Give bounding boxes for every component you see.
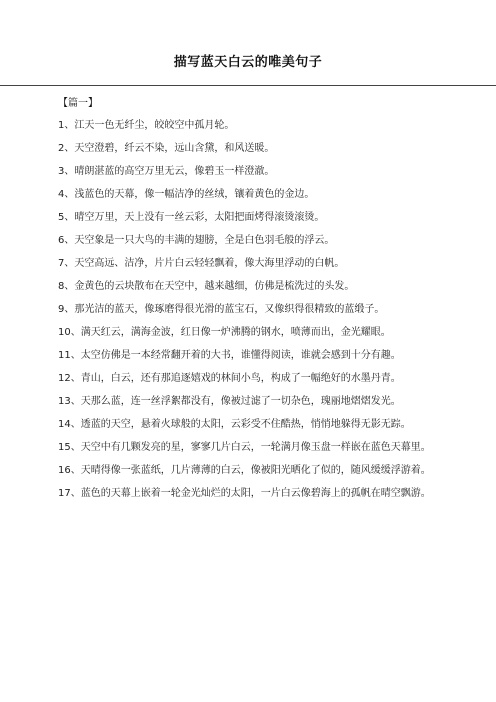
sentence-item: 1、江天一色无纤尘，皎皎空中孤月轮。	[58, 120, 235, 131]
sentence-item: 12、青山，白云，还有那追逐嬉戏的林间小鸟，构成了一幅绝好的水墨丹青。	[58, 373, 401, 384]
page-title: 描写蓝天白云的唯美句子	[173, 55, 323, 70]
sentence-item: 11、太空仿佛是一本经常翻开着的大书，谁懂得阅读，谁就会感到十分有趣。	[58, 350, 401, 361]
sentence-item: 15、天空中有几颗发亮的星，寥寥几片白云，一轮满月像玉盘一样嵌在蓝色天幕里。	[58, 442, 431, 453]
sentence-item: 4、浅蓝色的天幕，像一幅洁净的丝绒，镶着黄色的金边。	[58, 189, 315, 200]
section-heading: 【篇一】	[58, 98, 98, 109]
sentence-item: 2、天空澄碧，纤云不染，远山含黛，和风送暖。	[58, 143, 275, 154]
sentence-item: 16、天晴得像一张蓝纸，几片薄薄的白云，像被阳光晒化了似的，随风缓缓浮游着。	[58, 465, 431, 476]
sentence-item: 10、满天红云，满海金波，红日像一炉沸腾的钢水，喷薄而出，金光耀眼。	[58, 327, 391, 338]
sentence-item: 8、金黄色的云块散布在天空中，越来越细，仿佛是梳洗过的头发。	[58, 281, 355, 292]
sentence-item: 6、天空象是一只大鸟的丰满的翅膀，全是白色羽毛般的浮云。	[58, 235, 335, 246]
document-body	[37, 96, 467, 509]
sentence-item: 17、蓝色的天幕上嵌着一轮金光灿烂的太阳，一片白云像碧海上的孤帆在晴空飘游。	[58, 488, 431, 499]
sentence-item: 13、天那么蓝，连一丝浮絮都没有，像被过滤了一切杂色，瑰丽地熠熠发光。	[58, 396, 401, 407]
sentence-item: 7、天空高远、洁净，片片白云轻轻飘着，像大海里浮动的白帆。	[58, 258, 345, 269]
sentence-item: 9、那光洁的蓝天，像琢磨得很光滑的蓝宝石，又像织得很精致的蓝缎子。	[58, 304, 385, 315]
sentence-item: 14、透蓝的天空，悬着火球般的太阳，云彩受不住酷热，悄悄地躲得无影无踪。	[58, 419, 411, 430]
title-divider	[0, 85, 496, 86]
sentence-item: 3、晴朗湛蓝的高空万里无云，像碧玉一样澄澈。	[58, 166, 275, 177]
sentence-item: 5、晴空万里，天上没有一丝云彩，太阳把面烤得滚烫滚烫。	[58, 212, 325, 223]
